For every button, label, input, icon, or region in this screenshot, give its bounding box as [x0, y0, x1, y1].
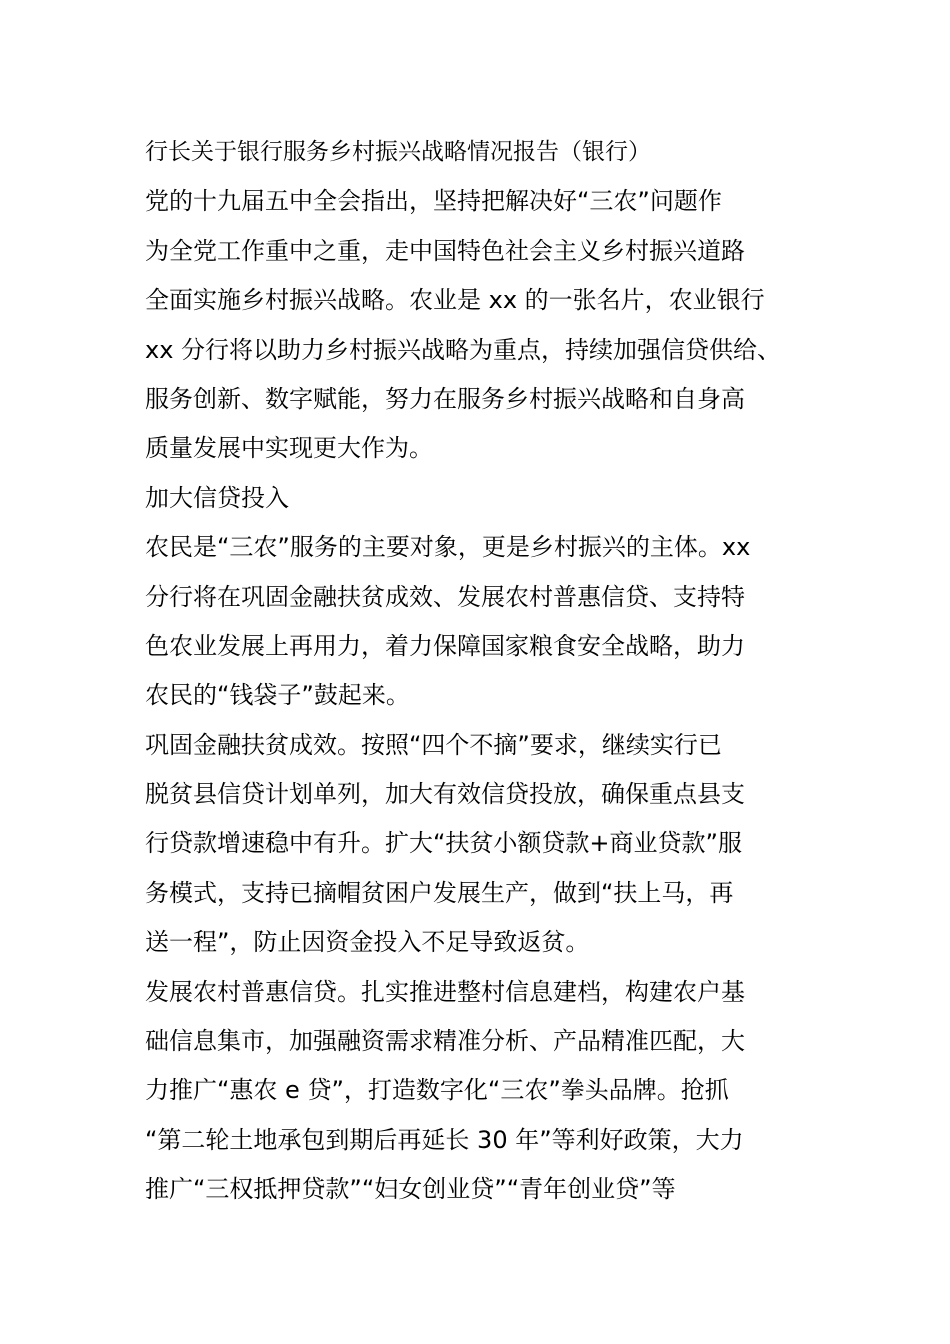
paragraph-line: 党的十九届五中全会指出，坚持把解决好“三农”问题作: [145, 187, 722, 216]
paragraph-line: 送一程”，防止因资金投入不足导致返贫。: [145, 928, 590, 957]
paragraph-line: 质量发展中实现更大作为。: [145, 434, 433, 463]
document-body: [145, 128, 845, 1215]
paragraph-line: 发展农村普惠信贷。扎实推进整村信息建档，构建农户基: [145, 977, 745, 1006]
paragraph-line: 色农业发展上再用力，着力保障国家粮食安全战略，助力: [145, 631, 745, 660]
paragraph-line: 力推广“惠农 e 贷”，打造数字化“三农”拳头品牌。抢抓: [145, 1076, 729, 1105]
paragraph-line: 分行将在巩固金融扶贫成效、发展农村普惠信贷、支持特: [145, 582, 745, 611]
paragraph-line: 脱贫县信贷计划单列，加大有效信贷投放，确保重点县支: [145, 780, 745, 809]
paragraph-line: 务模式，支持已摘帽贫困户发展生产，做到“扶上马，再: [145, 878, 734, 907]
paragraph-line: 农民的“钱袋子”鼓起来。: [145, 681, 410, 710]
paragraph-line: 农民是“三农”服务的主要对象，更是乡村振兴的主体。xx: [145, 533, 751, 562]
paragraph-line: 为全党工作重中之重，走中国特色社会主义乡村振兴道路: [145, 236, 745, 265]
document-title: 行长关于银行服务乡村振兴战略情况报告（银行）: [145, 139, 651, 165]
paragraph-line: 巩固金融扶贫成效。按照“四个不摘”要求，继续实行已: [145, 730, 722, 759]
paragraph-line: 础信息集市，加强融资需求精准分析、产品精准匹配，大: [145, 1027, 745, 1056]
section-heading: 加大信贷投入: [145, 483, 289, 512]
paragraph-line: “第二轮土地承包到期后再延长 30 年”等利好政策，大力: [145, 1125, 744, 1154]
paragraph-line: 行贷款增速稳中有升。扩大“扶贫小额贷款+商业贷款”服: [145, 829, 742, 858]
paragraph-line: 服务创新、数字赋能，努力在服务乡村振兴战略和自身高: [145, 384, 745, 413]
paragraph-line: 全面实施乡村振兴战略。农业是 xx 的一张名片，农业银行: [145, 286, 765, 315]
paragraph-line: xx 分行将以助力乡村振兴战略为重点，持续加强信贷供给、: [145, 335, 782, 364]
paragraph-line: 推广“三权抵押贷款”“妇女创业贷”“青年创业贷”等: [145, 1175, 676, 1204]
